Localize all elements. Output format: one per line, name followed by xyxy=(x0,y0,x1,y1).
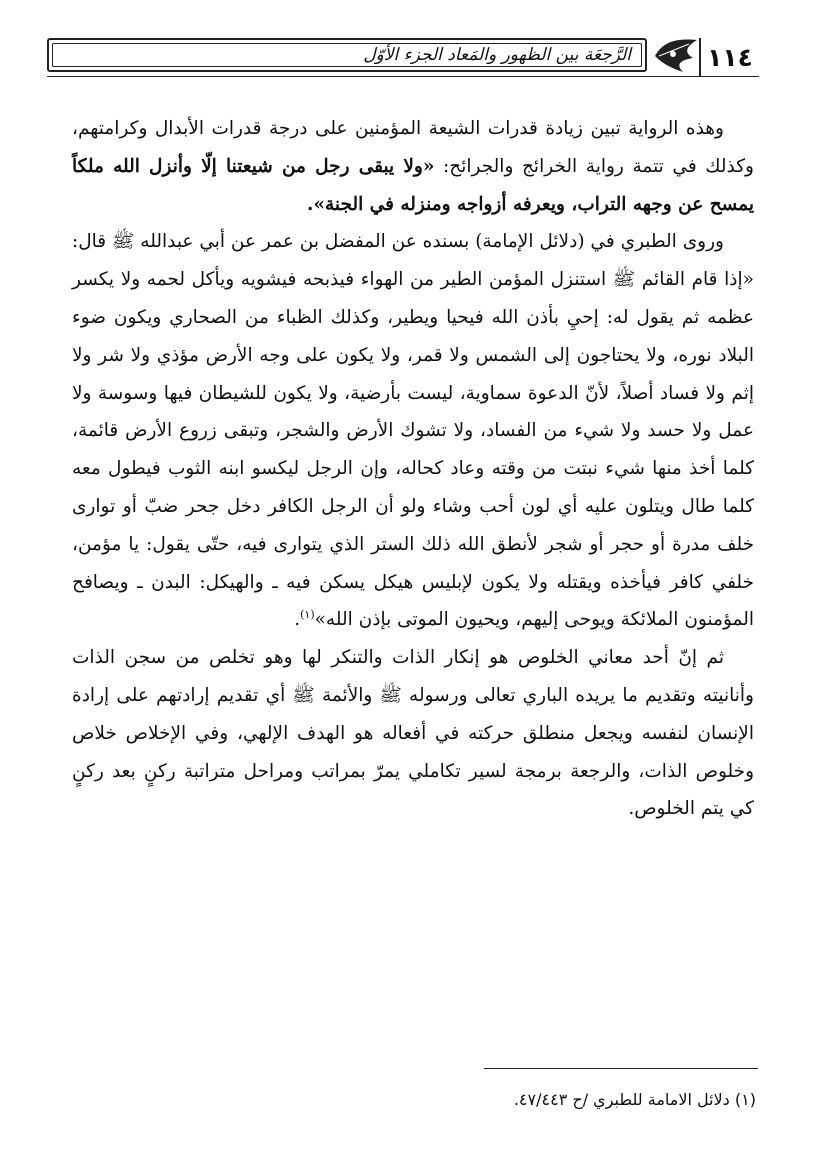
header-rule xyxy=(47,76,759,77)
paragraph xyxy=(72,223,754,639)
footnote-text: دلائل الامامة للطبري /ح ٤٧/٤٤٣. xyxy=(513,1090,730,1109)
paragraph xyxy=(72,110,754,223)
footnote-reference[interactable]: (١) xyxy=(300,608,315,622)
paragraph-end: . xyxy=(294,609,301,631)
footnote xyxy=(514,1090,756,1109)
footnote-marker: (١) xyxy=(734,1090,756,1109)
page-header xyxy=(47,24,759,76)
running-title-frame xyxy=(47,38,647,72)
paragraph-text: وهذه الرواية تبين زيادة قدرات الشيعة المؤمنين على درجة قدرات الأبدال وكرامتهم، وكذلك في تتمة رواية الخرائج والجرائح: xyxy=(72,118,754,177)
body-text xyxy=(72,110,754,828)
paragraph-text: ثم إنّ أحد معاني الخلوص هو إنكار الذات والتنكر لها وهو تخلص من سجن الذات وأنانيته وتقديم ما يريده الباري تعالى ورسوله ﷺ والأئمة ﷺ أي تقديم إرادتهم على إرادة الإنسان لنفسه ويجعل منطلق حركته في أفعاله هو الهدف الإلهي، وفي الإخلاص خلاص وخلوص الذات، والرجعة برمجة لسير تكاملي يمرّ بمراتب ومراحل متراتبة ركنٍ بعد ركنٍ كي يتم الخلوص. xyxy=(72,647,754,820)
quoted-hadith: «ولا يبقى رجل من شيعتنا إلّا وأنزل الله ملكاً يمسح عن وجهه التراب، ويعرفه أزواجه ومنزله في الجنة». xyxy=(72,155,754,215)
book-title: الرَّجعَة بين الظهور والمَعاد الجزء الأوّل xyxy=(363,45,631,65)
paragraph xyxy=(72,639,754,828)
paragraph-text: وروى الطبري في (دلائل الإمامة) بسنده عن المفضل بن عمر عن أبي عبدالله ﷺ قال: «إذا قام القائم ﷺ استنزل المؤمن الطير من الهواء فيذبحه فيشويه ويأكل لحمه ولا يكسر عظمه ثم يقول له: إحيِ بأذن الله فيحيا ويطير، وكذلك الظباء من الصحاري ويكون ضوء البلاد نوره، ولا يحتاجون إلى الشمس ولا قمر، ولا يكون على وجه الأرض مؤذي ولا شر ولا إثم ولا فساد أصلاً، لأنّ الدعوة سماوية، ليست بأرضية، ولا يكون للشيطان فيها وسوسة ولا عمل ولا حسد ولا شيء من الفساد، ولا تشوك الأرض والشجر، وتبقى زروع الأرض قائمة، كلما أخذ منها شيء نبتت من وقته وعاد كحاله، وإن الرجل ليكسو ابنه الثوب فيطول معه كلما طال ويتلون عليه أي لون أحب وشاء ولو أن الرجل الكافر دخل جحر ضبّ أو توارى خلف مدرة أو حجر أو شجر لأنطق الله ذلك الستر الذي يتوارى فيه، حتّى يقول: يا مؤمن، خلفي كافر فيأخذه ويقتله ولا يكون لإبليس هيكل يسكن فيه ـ والهيكل: البدن ـ ويصافح المؤمنون الملائكة ويوحى إليهم، ويحيون الموتى بإذن الله» xyxy=(72,231,754,631)
ornament-icon xyxy=(653,34,699,74)
page-number: ١١٤ xyxy=(699,38,759,76)
footnote-separator xyxy=(484,1068,758,1069)
